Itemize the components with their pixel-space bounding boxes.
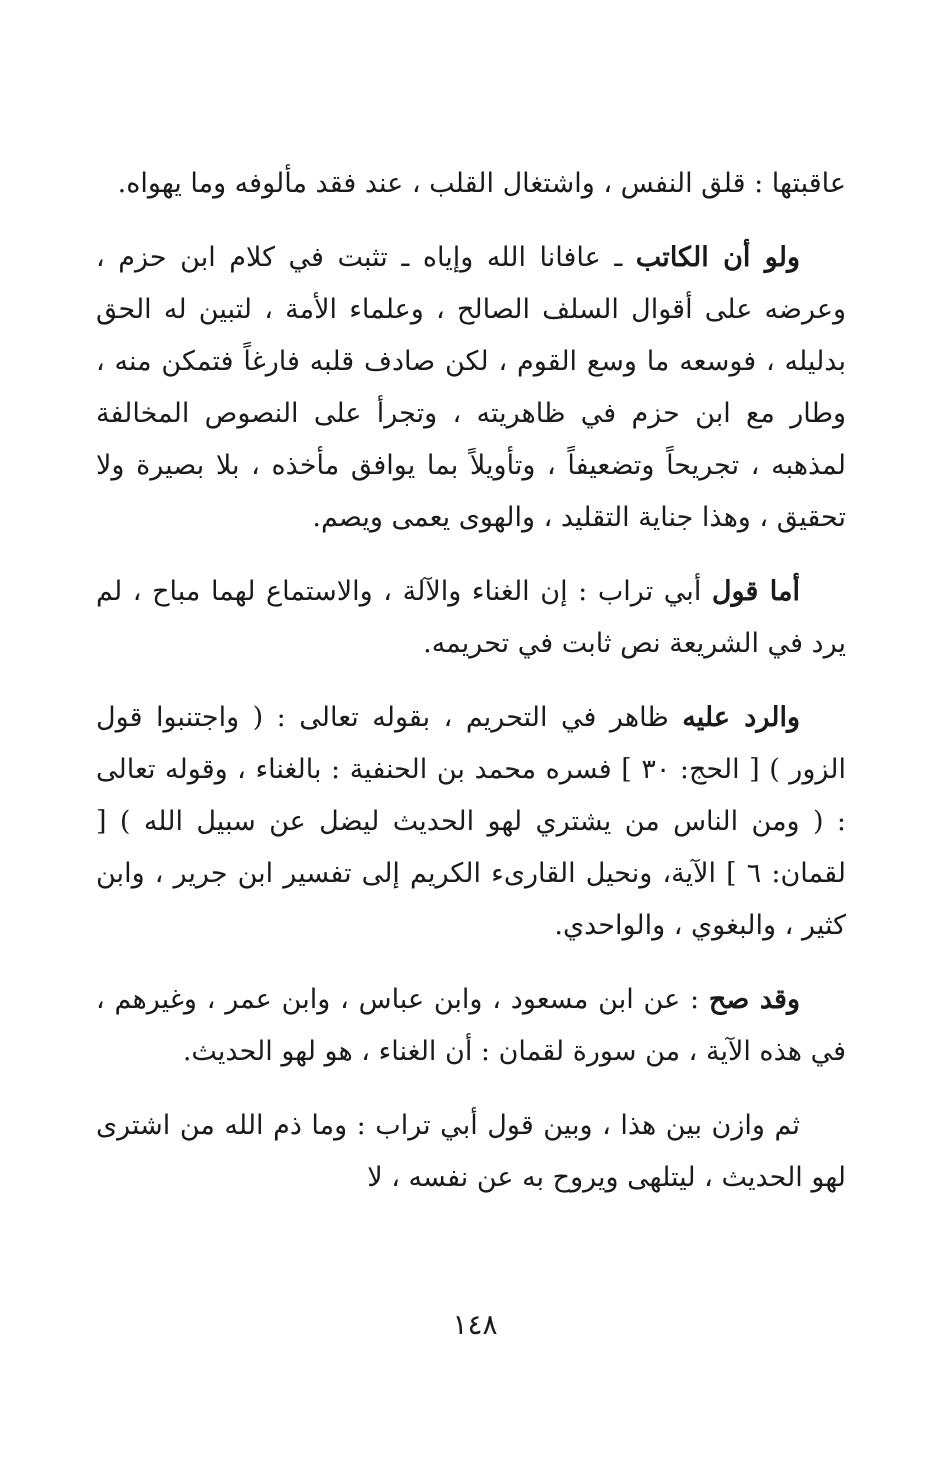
paragraph-abu-turab-claim xyxy=(96,566,846,670)
paragraph-comparison xyxy=(96,1100,846,1204)
body-text xyxy=(96,158,846,1226)
paragraph-text: ثم وازن بين هذا ، وبين قول أبي تراب : وما ذم الله من اشترى لهو الحديث ، ليتلهى ويروح به عن نفسه ، لا xyxy=(96,1110,846,1193)
paragraph-authentic-reports xyxy=(96,974,846,1078)
paragraph-text: أبي تراب : إن الغناء والآلة ، والاستماع لهما مباح ، لم يرد في الشريعة نص ثابت في تحريمه. xyxy=(96,576,846,659)
paragraph-continuation xyxy=(96,158,846,210)
paragraph-text: : عن ابن مسعود ، وابن عباس ، وابن عمر ، وغيرهم ، في هذه الآية ، من سورة لقمان : أن الغناء ، هو لهو الحديث. xyxy=(96,984,846,1067)
paragraph-text: ـ عافانا الله وإياه ـ تثبت في كلام ابن حزم ، وعرضه على أقوال السلف الصالح ، وعلماء الأمة ، لتبين له الحق بدليله ، فوسعه ما وسع القوم ، لكن صادف قلبه فارغاً فتمكن منه ، وطار مع ابن حزم في ظاهريته ، وتجرأ على النصوص المخالفة لمذهبه ، تجريحاً وتضعيفاً ، وتأويلاً بما يوافق مأخذه ، بلا بصيرة ولا تحقيق ، وهذا جناية التقليد ، والهوى يعمى ويصم. xyxy=(96,242,846,533)
paragraph-lead: وقد صح xyxy=(708,984,801,1015)
paragraph-text: ظاهر في التحريم ، بقوله تعالى : ( واجتنبوا قول الزور ) [ الحج: ٣٠ ] فسره محمد بن الحنفية : بالغناء ، وقوله تعالى : ( ومن الناس من يشتري لهو الحديث ليضل عن سبيل الله ) [ لقمان: ٦ ] الآية، ونحيل القارىء الكريم إلى تفسير ابن جرير ، وابن كثير ، والبغوي ، والواحدي. xyxy=(96,702,846,941)
page-number: ١٤٨ xyxy=(452,1308,498,1341)
paragraph-response xyxy=(96,692,846,952)
paragraph-writer xyxy=(96,232,846,544)
paragraph-lead: أما قول xyxy=(711,576,800,607)
paragraph-text: عاقبتها : قلق النفس ، واشتغال القلب ، عند فقد مألوفه وما يهواه. xyxy=(117,168,846,199)
paragraph-lead: ولو أن الكاتب xyxy=(635,242,800,273)
paragraph-lead: والرد عليه xyxy=(682,702,800,733)
